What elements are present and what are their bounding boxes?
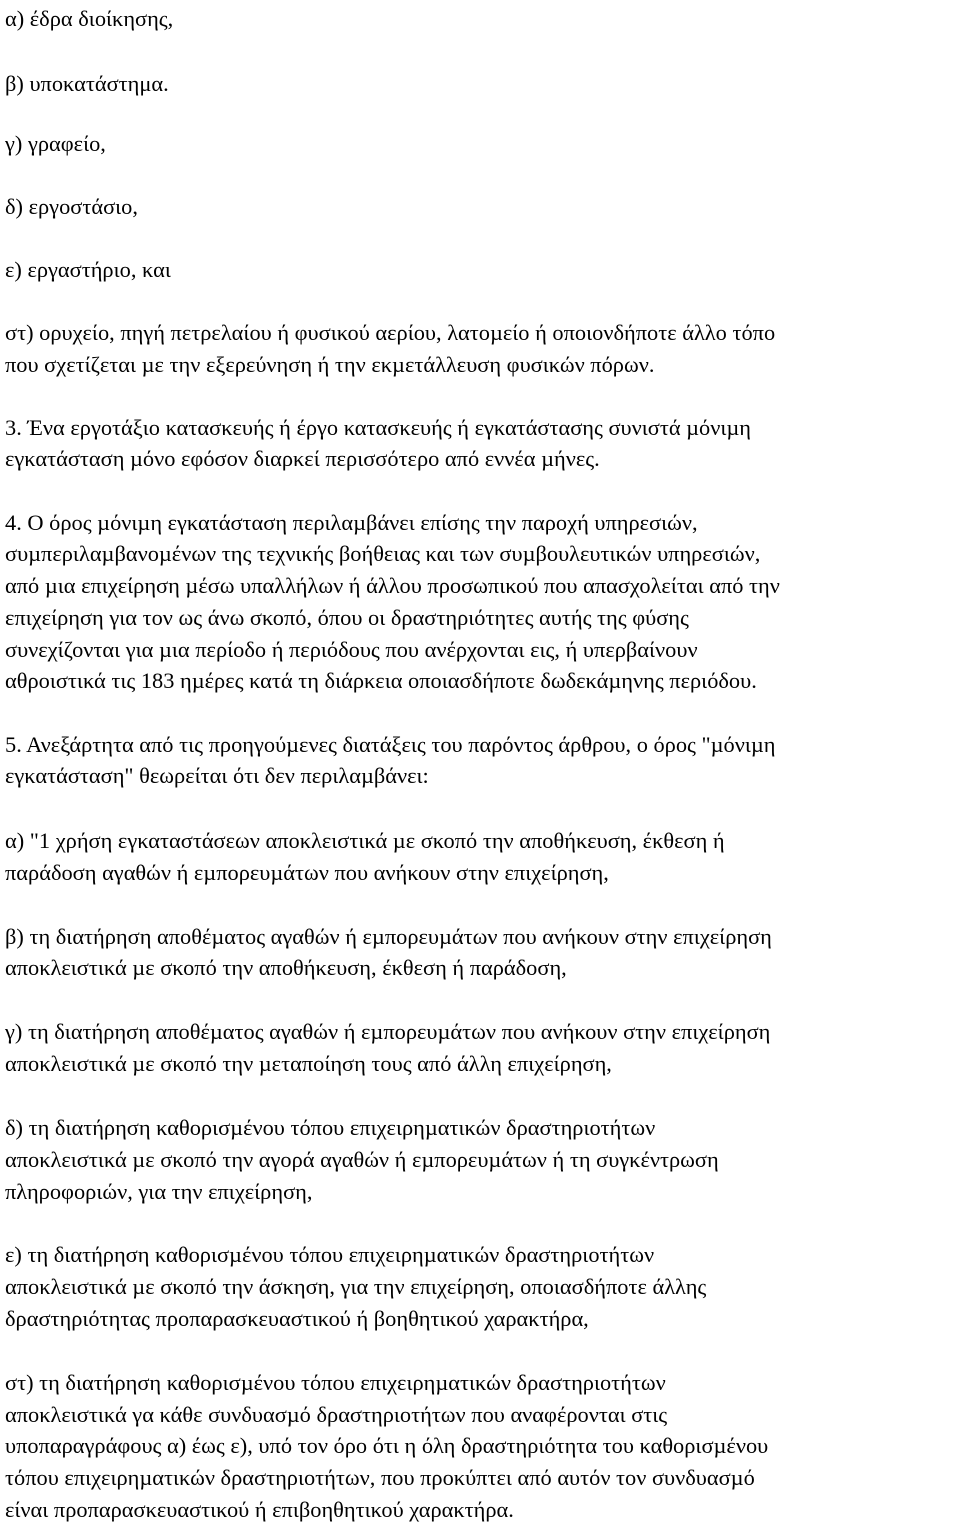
- subitem-st-line: αποκλειστικά γα κάθε συνδυασµό δραστηριοτήτων που αναφέρονται στις: [5, 1402, 668, 1427]
- paragraph-3-line: εγκατάσταση µόνο εφόσον διαρκεί περισσότερο από εννέα µήνες.: [5, 446, 600, 471]
- subitem-e-line: δραστηριότητας προπαρασκευαστικού ή βοηθητικού χαρακτήρα,: [5, 1306, 589, 1331]
- list-item-e: ε) εργαστήριο, και: [5, 257, 171, 282]
- list-item-st-line: στ) ορυχείο, πηγή πετρελαίου ή φυσικού αερίου, λατοµείο ή οποιονδήποτε άλλο τόπο: [5, 320, 776, 345]
- subitem-st-line: είναι προπαρασκευαστικού ή επιβοηθητικού χαρακτήρα.: [5, 1497, 514, 1522]
- subitem-a-line: παράδοση αγαθών ή εµπορευµάτων που ανήκουν στην επιχείρηση,: [5, 860, 609, 885]
- subitem-b-line: αποκλειστικά µε σκοπό την αποθήκευση, έκθεση ή παράδοση,: [5, 955, 567, 980]
- subitem-st-line: τόπου επιχειρηµατικών δραστηριοτήτων, που προκύπτει από αυτόν τον συνδυασµό: [5, 1465, 755, 1490]
- subitem-e-line: αποκλειστικά µε σκοπό την άσκηση, για την επιχείρηση, οποιασδήποτε άλλης: [5, 1274, 707, 1299]
- subitem-d-line: δ) τη διατήρηση καθορισµένου τόπου επιχειρηµατικών δραστηριοτήτων: [5, 1115, 656, 1140]
- list-item-st-line: που σχετίζεται µε την εξερεύνηση ή την εκµετάλλευση φυσικών πόρων.: [5, 352, 655, 377]
- subitem-st-line: υποπαραγράφους α) έως ε), υπό τον όρο ότι η όλη δραστηριότητα του καθορισµένου: [5, 1433, 769, 1458]
- paragraph-5-line: εγκατάσταση" θεωρείται ότι δεν περιλαµβάνει:: [5, 763, 429, 788]
- subitem-c-line: αποκλειστικά µε σκοπό την µεταποίηση τους από άλλη επιχείρηση,: [5, 1051, 612, 1076]
- list-item-b: β) υποκατάστημα.: [5, 71, 169, 96]
- subitem-e-line: ε) τη διατήρηση καθορισµένου τόπου επιχειρηµατικών δραστηριοτήτων: [5, 1242, 655, 1267]
- paragraph-4-line: συνεχίζονται για µια περίοδο ή περιόδους που ανέρχονται εις, ή υπερβαίνουν: [5, 637, 698, 662]
- list-item-d: δ) εργοστάσιο,: [5, 194, 138, 219]
- list-item-a: α) έδρα διοίκησης,: [5, 6, 174, 31]
- list-item-c: γ) γραφείο,: [5, 131, 106, 156]
- paragraph-4-line: επιχείρηση για τον ως άνω σκοπό, όπου οι δραστηριότητες αυτής της φύσης: [5, 605, 689, 630]
- paragraph-3-line: 3. Ένα εργοτάξιο κατασκευής ή έργο κατασκευής ή εγκατάστασης συνιστά µόνιµη: [5, 415, 752, 440]
- paragraph-4-line: συµπεριλαµβανοµένων της τεχνικής βοήθειας και των συµβουλευτικών υπηρεσιών,: [5, 541, 761, 566]
- paragraph-4-line: από µια επιχείρηση µέσω υπαλλήλων ή άλλου προσωπικού που απασχολείται από την: [5, 573, 780, 598]
- subitem-d-line: πληροφοριών, για την επιχείρηση,: [5, 1179, 313, 1204]
- subitem-d-line: αποκλειστικά µε σκοπό την αγορά αγαθών ή εµπορευµάτων ή τη συγκέντρωση: [5, 1147, 719, 1172]
- subitem-st-line: στ) τη διατήρηση καθορισµένου τόπου επιχειρηµατικών δραστηριοτήτων: [5, 1370, 666, 1395]
- paragraph-5-line: 5. Ανεξάρτητα από τις προηγούµενες διατάξεις του παρόντος άρθρου, ο όρος "µόνιµη: [5, 732, 776, 757]
- subitem-c-line: γ) τη διατήρηση αποθέµατος αγαθών ή εµπορευµάτων που ανήκουν στην επιχείρηση: [5, 1019, 771, 1044]
- paragraph-4-line: 4. Ο όρος µόνιµη εγκατάσταση περιλαµβάνει επίσης την παροχή υπηρεσιών,: [5, 510, 698, 535]
- subitem-a-line: α) "1 χρήση εγκαταστάσεων αποκλειστικά µε σκοπό την αποθήκευση, έκθεση ή: [5, 828, 725, 853]
- paragraph-4-line: αθροιστικά τις 183 ηµέρες κατά τη διάρκεια οποιασδήποτε δωδεκάµηνης περιόδου.: [5, 668, 757, 693]
- subitem-b-line: β) τη διατήρηση αποθέµατος αγαθών ή εµπορευµάτων που ανήκουν στην επιχείρηση: [5, 924, 772, 949]
